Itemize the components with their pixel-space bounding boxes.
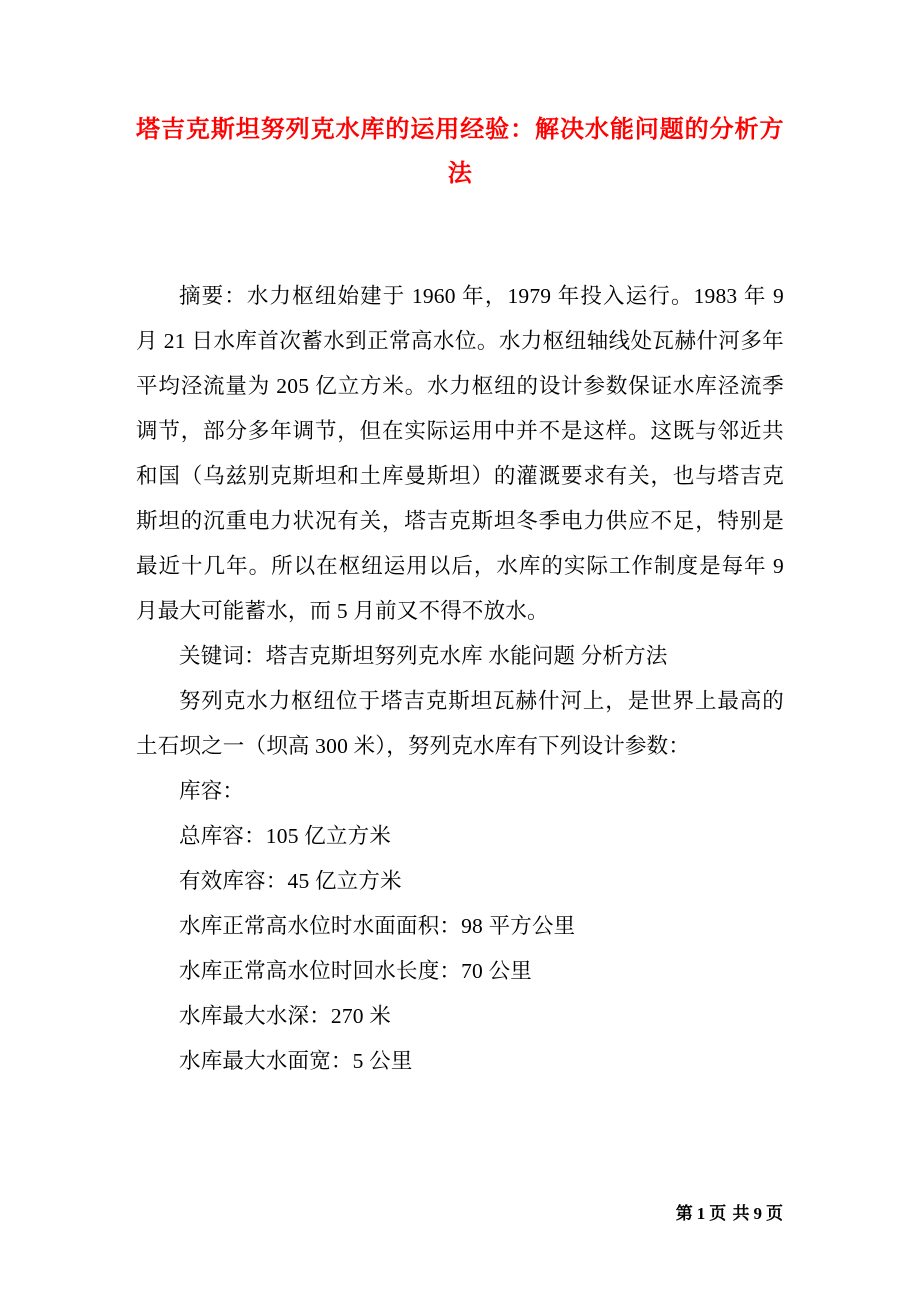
paragraph-max-width: 水库最大水面宽：5 公里 bbox=[179, 1049, 413, 1073]
paragraph-keywords: 关键词：塔吉克斯坦努列克水库 水能问题 分析方法 bbox=[179, 644, 668, 668]
paragraph-intro: 努列克水力枢纽位于塔吉克斯坦瓦赫什河上，是世界上最高的土石坝之一（坝高 300 米），努列克水库有下列设计参数： bbox=[136, 689, 784, 758]
page-title: 塔吉克斯坦努列克水库的运用经验：解决水能问题的分析方法 bbox=[136, 117, 784, 187]
paragraph-total-capacity: 总库容：105 亿立方米 bbox=[179, 824, 392, 848]
paragraph-backwater-length: 水库正常高水位时回水长度：70 公里 bbox=[179, 959, 532, 983]
page-footer bbox=[676, 1199, 784, 1224]
paragraph-surface-area: 水库正常高水位时水面面积：98 平方公里 bbox=[179, 914, 576, 938]
paragraph-abstract: 摘要：水力枢纽始建于 1960 年，1979 年投入运行。1983 年 9 月 21 日水库首次蓄水到正常高水位。水力枢纽轴线处瓦赫什河多年平均泾流量为 205 亿立方米。水力枢纽的设计参数保证水库泾流季调节，部分多年调节，但在实际运用中并不是这样。这既与邻近共和国（乌兹别克斯坦和土库曼斯坦）的灌溉要求有关，也与塔吉克斯坦的沉重电力状况有关，塔吉克斯坦冬季电力供应不足，特别是最近十几年。所以在枢纽运用以后，水库的实际工作制度是每年 9 月最大可能蓄水，而 5 月前又不得不放水。 bbox=[136, 284, 784, 623]
paragraph-effective-capacity: 有效库容：45 亿立方米 bbox=[179, 869, 402, 893]
paragraph-max-depth: 水库最大水深：270 米 bbox=[179, 1004, 392, 1028]
footer-total-pages: 9 bbox=[753, 1204, 763, 1223]
page-title-wrapper bbox=[136, 108, 784, 196]
footer-suffix: 页 bbox=[766, 1204, 784, 1223]
footer-current-page: 1 bbox=[696, 1204, 707, 1223]
document-body bbox=[136, 274, 784, 1084]
footer-prefix: 第 bbox=[675, 1204, 694, 1223]
paragraph-capacity-heading: 库容： bbox=[179, 779, 245, 803]
footer-middle: 页 共 bbox=[709, 1204, 751, 1223]
